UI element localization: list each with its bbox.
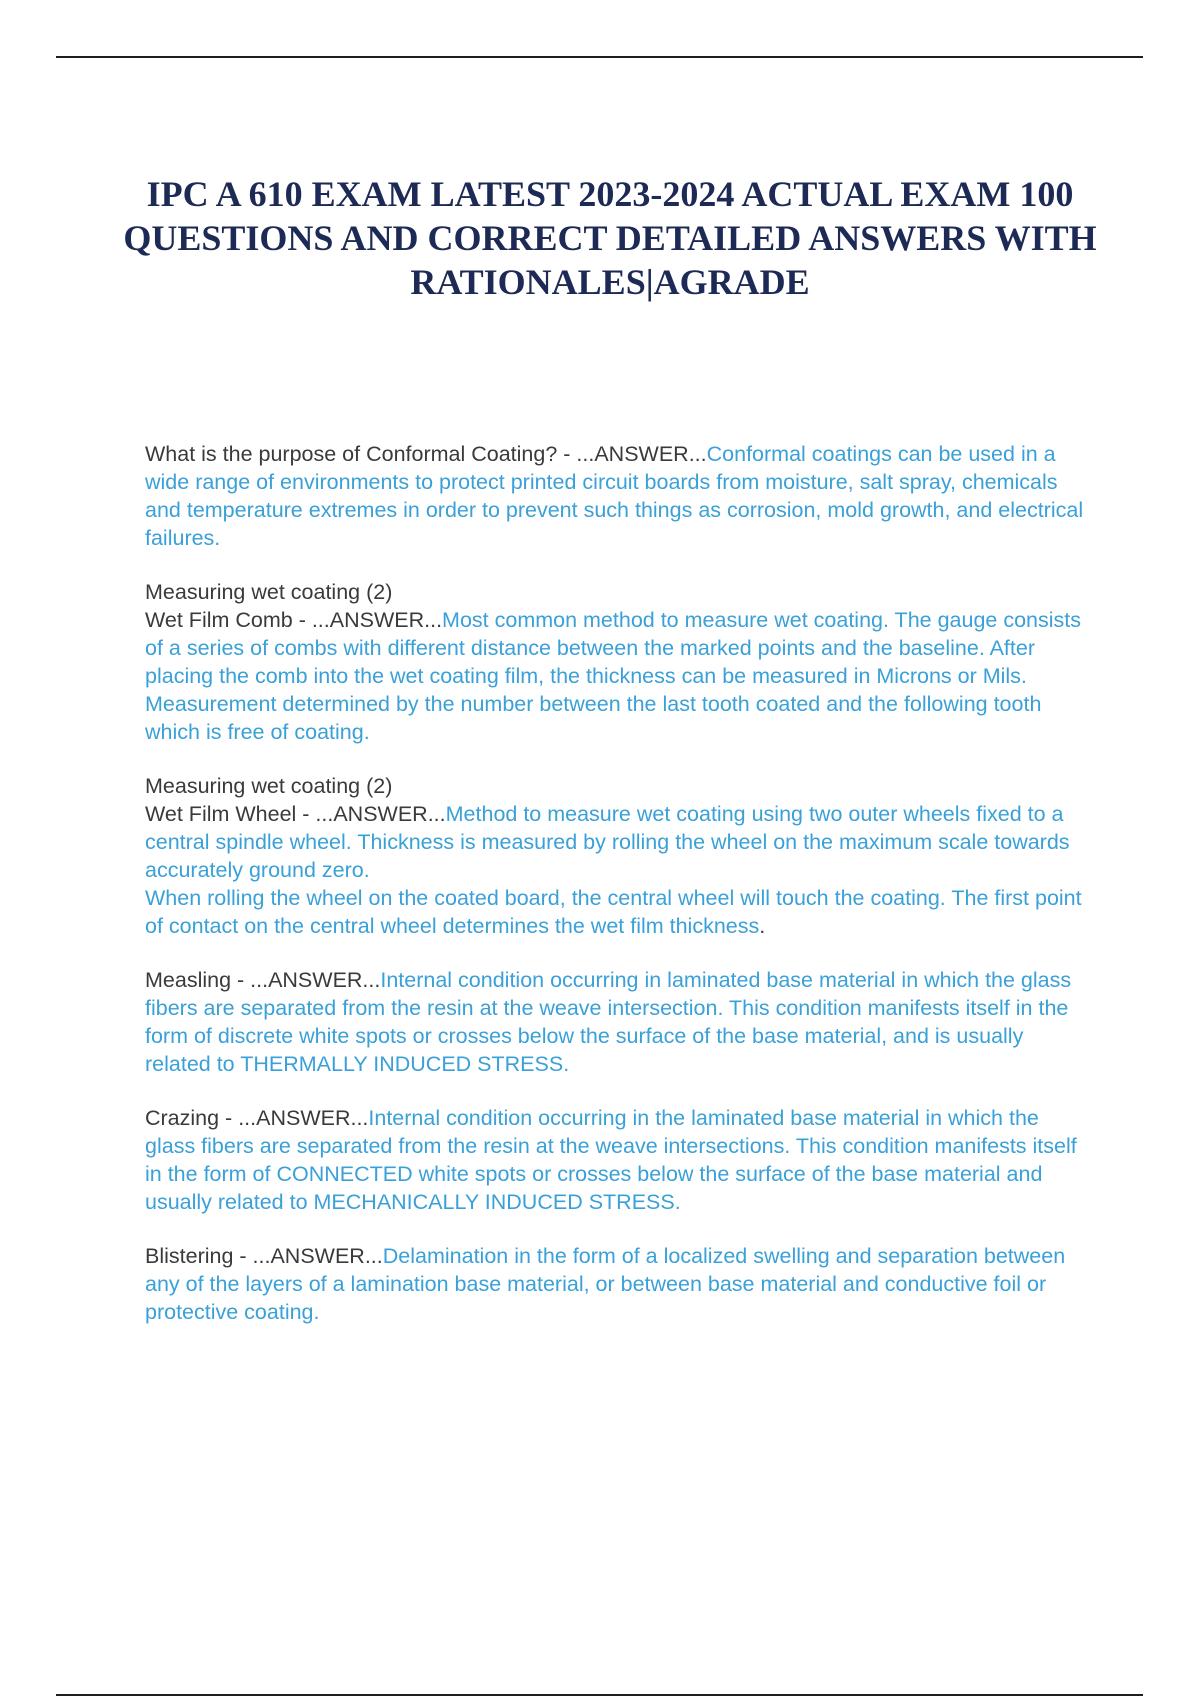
qa-entry bbox=[145, 440, 1095, 552]
answer-text: Delamination in the form of a localized swelling and separation between any of the layers of a lamination base material, or between base material and conductive foil or protective coating. bbox=[145, 1244, 1066, 1324]
answer-text-continued-body: When rolling the wheel on the coated board, the central wheel will touch the coating. The first point of contact on the central wheel determines the wet film thickness bbox=[145, 886, 1082, 938]
entry-heading: Measuring wet coating (2) bbox=[145, 774, 393, 798]
question-text: Wet Film Comb - ...ANSWER... bbox=[145, 608, 443, 632]
question-text: Crazing - ...ANSWER... bbox=[145, 1106, 369, 1130]
document-title: IPC A 610 EXAM LATEST 2023-2024 ACTUAL EXAM 100 QUESTIONS AND CORRECT DETAILED ANSWERS WITH RATIONALES|AGRADE bbox=[123, 174, 1097, 302]
top-rule bbox=[56, 56, 1143, 58]
bottom-rule bbox=[56, 1694, 1143, 1696]
answer-trailing-period: . bbox=[759, 914, 766, 938]
question-text: Wet Film Wheel - ...ANSWER... bbox=[145, 802, 446, 826]
answer-text: Internal condition occurring in the laminated base material in which the glass fibers are separated from the resin at the weave intersections. This condition manifests itself in the form of CONNECTED white spots or crosses below the surface of the base material and usually related to MECHANICALLY INDUCED STRESS. bbox=[145, 1106, 1077, 1214]
qa-entry bbox=[145, 578, 1095, 746]
answer-text: Internal condition occurring in laminated base material in which the glass fibers are separated from the resin at the weave intersection. This condition manifests itself in the form of discrete white spots or crosses below the surface of the base material, and is usually related to THERMALLY INDUCED STRESS. bbox=[145, 968, 1072, 1076]
entry-heading: Measuring wet coating (2) bbox=[145, 580, 393, 604]
question-text: What is the purpose of Conformal Coating? - ...ANSWER... bbox=[145, 442, 707, 466]
answer-text: Conformal coatings can be used in a wide range of environments to protect printed circuit boards from moisture, salt spray, chemicals and temperature extremes in order to prevent such things as corrosion, mold growth, and electrical failures. bbox=[145, 442, 1084, 550]
qa-entry bbox=[145, 966, 1095, 1078]
question-text: Blistering - ...ANSWER... bbox=[145, 1244, 383, 1268]
answer-text: Most common method to measure wet coating. The gauge consists of a series of combs with different distance between the marked points and the baseline. After placing the comb into the wet coating film, the thickness can be measured in Microns or Mils. Measurement determined by the number between the last tooth coated and the following tooth which is free of coating. bbox=[145, 608, 1081, 744]
qa-list bbox=[145, 440, 1095, 1352]
answer-text: Method to measure wet coating using two outer wheels fixed to a central spindle wheel. Thickness is measured by rolling the wheel on the maximum scale towards accurately ground zero. bbox=[145, 802, 1070, 882]
qa-entry bbox=[145, 1242, 1095, 1326]
qa-entry bbox=[145, 772, 1095, 940]
answer-text-continued bbox=[145, 884, 1095, 940]
question-text: Measling - ...ANSWER... bbox=[145, 968, 381, 992]
qa-entry bbox=[145, 1104, 1095, 1216]
